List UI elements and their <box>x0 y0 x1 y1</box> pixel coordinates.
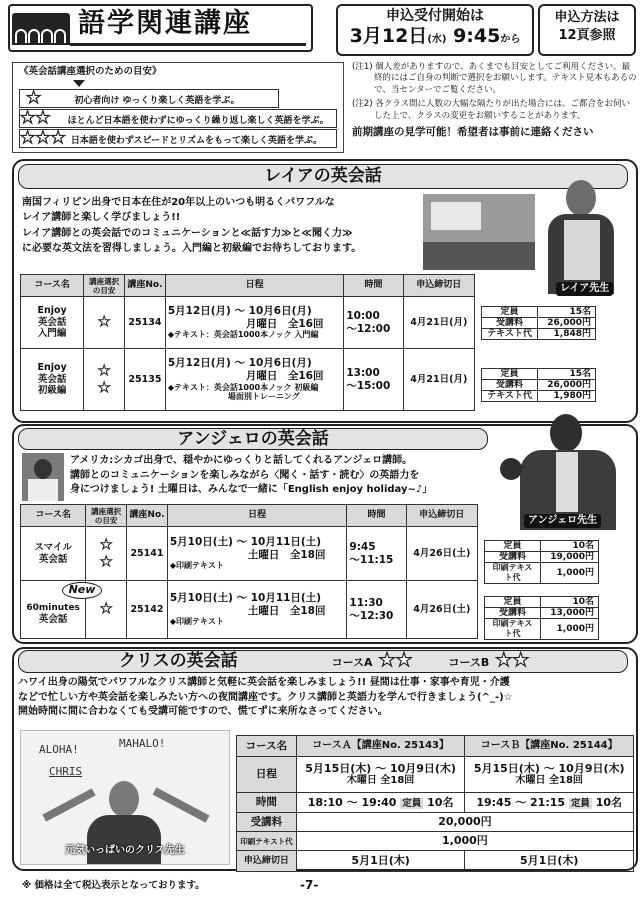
star-icon: ★ <box>26 88 42 108</box>
leia-heading: レイアの英会話 <box>18 164 628 189</box>
course-a-time: 18:10 〜 19:40 定員 10名 <box>296 793 465 813</box>
star-icon: ★★ <box>20 108 51 128</box>
col-no: 講座No. <box>127 505 168 527</box>
leia-fee-box-1: 定員 15名 受講料 26,000円 テキスト代 1,848円 <box>481 306 596 340</box>
guide-stars <box>86 527 127 581</box>
classroom-photo <box>423 194 535 270</box>
deadline: 4月21日(月) <box>403 349 474 411</box>
course-b-label: コースB <box>448 656 490 669</box>
col-schedule: 日程 <box>165 275 344 297</box>
down-arrow-icon <box>73 80 85 87</box>
row-schedule-label: 日程 <box>237 757 297 793</box>
students <box>423 242 535 270</box>
guide-stars <box>84 297 125 349</box>
angelo-photo <box>500 408 632 536</box>
leia-intro-1: 南国フィリピン出身で日本在住が20年以上のいつも明るくパワフルな <box>22 197 335 208</box>
schedule: 5月12日(月) 〜 10月6日(月) 月曜日 全16回 ◆テキスト：英会話1000本ノック 初級編 場面別トレーニング <box>165 349 344 411</box>
angelo-intro <box>70 454 500 498</box>
course-a-label: コースA <box>331 656 373 669</box>
course-no: 25141 <box>127 527 168 581</box>
deadline: 4月26日(土) <box>406 527 477 581</box>
application-method-box <box>538 4 636 56</box>
page-number: -7- <box>300 878 319 892</box>
course-name: スマイル 英会話 <box>21 527 86 581</box>
angelo-course-table <box>20 504 478 639</box>
angelo-label: アンジェロ先生 <box>524 514 601 528</box>
table-row <box>21 527 478 581</box>
angelo-intro-3: 身につけましょう! 土曜日は、みんなで一緒に「English enjoy holiday~♪」 <box>70 484 433 495</box>
chris-course-table <box>236 735 634 872</box>
col-guide: 講座選択の目安 <box>86 505 127 527</box>
chris-intro <box>18 676 636 720</box>
chris-heading-band <box>18 650 628 673</box>
course-no: 25134 <box>125 297 166 349</box>
angelo-heading: アンジェロの英会話 <box>18 428 488 450</box>
star-icon: ★ ★ <box>99 536 113 570</box>
deadline: 4月26日(土) <box>406 581 477 639</box>
angelo-small-photo <box>22 453 64 501</box>
col-deadline: 申込締切日 <box>406 505 477 527</box>
leia-head <box>566 180 596 216</box>
app-date: 3月12日 <box>349 24 428 47</box>
row-text-label: 印刷テキスト代 <box>237 832 297 851</box>
board-text-chris: CHRIS <box>49 765 83 778</box>
new-badge: New <box>62 582 102 599</box>
angelo-fee-box-2: 定員 10名 受講料 13,000円 印刷テキスト代 1,000円 <box>484 596 599 640</box>
app-time: 9:45 <box>453 24 501 47</box>
time: 13:00 〜15:00 <box>344 349 403 411</box>
application-start-label: 申込受付開始は <box>386 8 484 24</box>
star-icon: ★ ★ <box>97 362 111 396</box>
guide-stars <box>84 349 125 411</box>
star-icon: ★ <box>97 314 111 331</box>
note-2-mark: (注2) <box>352 99 373 110</box>
course-no: 25142 <box>127 581 168 639</box>
schedule: 5月10日(土) 〜 10月11日(土) 土曜日 全18回 ◆印刷テキスト <box>167 581 347 639</box>
guide-row-2 <box>19 109 337 128</box>
note-2 <box>352 99 638 122</box>
leia-fee-box-2: 定員 15名 受講料 26,000円 テキスト代 1,980円 <box>481 368 596 402</box>
page-title: 語学関連講座 <box>70 8 306 46</box>
chris-heading: クリスの英会話 <box>119 651 238 671</box>
col-time: 時間 <box>344 275 403 297</box>
leia-shirt <box>564 220 600 280</box>
guide-row-1 <box>19 89 279 108</box>
angelo-fee-box-1: 定員 10名 受講料 19,000円 印刷テキスト代 1,000円 <box>484 540 599 584</box>
leia-intro-4: に必要な英文法を習得しましょう。入門編と初級編でお待ちしております。 <box>22 242 362 254</box>
col-course-name: コース名 <box>21 505 86 527</box>
guide-row-text: 初心者向け ゆっくり楽しく英語を学ぶ。 <box>74 96 240 106</box>
chris-photo <box>20 730 230 865</box>
course-name: Enjoy 英会話 入門編 <box>21 297 84 349</box>
leia-label: レイア先生 <box>556 282 613 296</box>
method-ref: 12頁参照 <box>558 28 616 44</box>
chris-intro-2: などで忙しい方や英会話を楽しみたい方への夜間講座です。クリス講師と英語力を学んで行きましょう(^_-)☆ <box>18 691 513 703</box>
application-start-datetime <box>338 25 532 48</box>
star-icon: ★★ <box>378 649 413 671</box>
leia-photo <box>538 170 628 300</box>
course-b-schedule: 5月15日(木) 〜 10月9日(木) 木曜日 全18回 <box>465 757 634 793</box>
time: 11:30 〜12:30 <box>347 581 406 639</box>
note-1 <box>352 62 638 96</box>
board-text-mahalo: MAHALO! <box>119 737 166 750</box>
star-icon: ★ <box>99 601 113 618</box>
schedule: 5月10日(土) 〜 10月11日(土) 土曜日 全18回 ◆印刷テキスト <box>167 527 347 581</box>
col-course-name: コース名 <box>21 275 84 297</box>
guide-title: 《英会話講座選択のための目安》 <box>19 66 162 77</box>
chris-intro-3: 開始時間に間に合わなくても受講可能ですので、慌てずに来所なさってください。 <box>18 706 388 717</box>
note-2-text: 各クラス間に人数の大幅な隔たりが出た場合には、ご都合をお伺いした上で、クラスの変更をお願いすることがあります。 <box>374 99 630 121</box>
board-text-aloha: ALOHA! <box>39 743 79 756</box>
time: 9:45 〜11:15 <box>347 527 406 581</box>
course-no: 25135 <box>125 349 166 411</box>
row-time-label: 時間 <box>237 793 297 813</box>
col-time: 時間 <box>347 505 406 527</box>
app-day: (水) <box>427 33 447 45</box>
guide-row-text: ほとんど日本語を使わずにゆっくり繰り返し楽しく英語を学ぶ。 <box>67 116 329 126</box>
col-deadline: 申込締切日 <box>403 275 474 297</box>
note-1-mark: (注1) <box>352 62 373 72</box>
course-a-schedule: 5月15日(木) 〜 10月9日(木) 木曜日 全18回 <box>296 757 465 793</box>
angelo-intro-1: アメリカ:シカゴ出身で、穏やかにゆっくりと話してくれるアンジェロ講師。 <box>70 455 413 466</box>
app-from: から <box>500 33 521 45</box>
angelo-intro-2: 講師とのコミュニケーションを楽しみながら〈聞く・話す・読む〉の英語力を <box>70 469 420 481</box>
guide-row-text: 日本語を使わずスピードとリズムをもって楽しく英語を学ぶ。 <box>70 136 323 146</box>
course-name: Enjoy 英会話 初級編 <box>21 349 84 411</box>
chris-intro-1: ハワイ出身の陽気でパワフルなクリス講師と気軽に英会話を楽しみましょう!! 昼間は仕事・家事や育児・介護 <box>18 677 510 688</box>
leia-intro <box>22 196 422 256</box>
row-fee-label: 受講料 <box>237 813 297 832</box>
leia-intro-3: レイア講師との英会話でのコミュニケーションと≪話す力≫と≪聞く力≫ <box>22 228 353 239</box>
col-guide: 講座選択の目安 <box>84 275 125 297</box>
course-b-time: 19:45 〜 21:15 定員 10名 <box>465 793 634 813</box>
method-label: 申込方法は <box>554 10 620 25</box>
text-fee-value: 1,000円 <box>296 832 633 851</box>
col-no: 講座No. <box>125 275 166 297</box>
course-a-deadline: 5月1日(木) <box>296 851 465 872</box>
table-row <box>21 297 475 349</box>
course-name: 60minutes 英会話 <box>21 581 86 639</box>
chris-label: 元気いっぱいのクリス先生 <box>65 845 185 856</box>
guide-row-3 <box>19 129 337 148</box>
fan-icon <box>12 13 70 45</box>
row-deadline-label: 申込締切日 <box>237 851 297 872</box>
leia-course-table <box>20 274 475 411</box>
star-icon: ★★ <box>495 649 530 671</box>
deadline: 4月21日(月) <box>403 297 474 349</box>
whiteboard <box>431 202 481 230</box>
time: 10:00 〜12:00 <box>344 297 403 349</box>
course-selection-guide <box>12 62 344 153</box>
visit-note: 前期講座の見学可能！希望者は事前に連絡ください <box>352 126 594 139</box>
col-schedule: 日程 <box>167 505 347 527</box>
price-note: ※ 価格は全て税込表示となっております。 <box>22 880 205 891</box>
fee-value: 20,000円 <box>296 813 633 832</box>
leia-intro-2: レイア講師と楽しく学びましょう!! <box>22 211 181 223</box>
table-row <box>21 349 475 411</box>
course-b-header: コースＢ【講座No. 25144】 <box>465 736 634 757</box>
star-icon: ★★★ <box>20 128 66 148</box>
course-b-deadline: 5月1日(木) <box>465 851 634 872</box>
note-1-text: 個人差がありますので、あくまでも目安としてご利用ください。最終的にはご自身の判断で選択をお願いします。テキスト見本もあるので、当センターでご覧ください。 <box>374 62 637 95</box>
row-course-label: コース名 <box>237 736 297 757</box>
application-start-box <box>336 4 534 56</box>
schedule: 5月12日(月) 〜 10月6日(月) 月曜日 全16回 ◆テキスト：英会話1000本ノック 入門編 <box>165 297 344 349</box>
course-a-header: コースＡ【講座No. 25143】 <box>296 736 465 757</box>
notes <box>352 62 638 154</box>
